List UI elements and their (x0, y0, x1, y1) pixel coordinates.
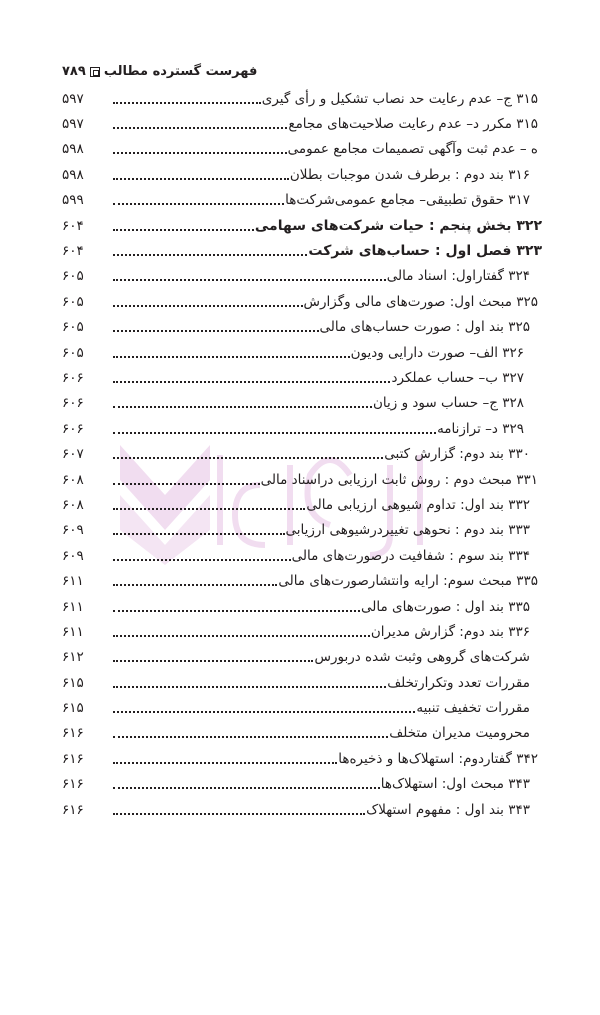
dot-leader (113, 316, 319, 332)
dot-leader (113, 621, 370, 637)
toc-entry-title: ۳۴۳ بند اول : مفهوم استهلاک (366, 801, 530, 818)
toc-entry[interactable] (62, 315, 542, 340)
toc-entry[interactable] (62, 137, 542, 162)
toc-entry-title: ۳۴۲ گفتاردوم: استهلاک‌ها و ذخیره‌ها (338, 750, 538, 767)
dot-leader (113, 113, 287, 129)
toc-entry-page: ۶۰۵ (62, 293, 84, 310)
toc-entry[interactable] (62, 111, 542, 136)
toc-entry-page: ۶۱۶ (62, 801, 84, 818)
toc-entry-page: ۶۰۸ (62, 471, 84, 488)
toc-entry[interactable] (62, 492, 542, 517)
toc-entry[interactable] (62, 162, 542, 187)
toc-entry-page: ۶۰۷ (62, 446, 84, 463)
dot-leader (113, 418, 436, 434)
toc-entry-title: ۳۲۵ بند اول : صورت حساب‌های مالی (319, 319, 530, 336)
dot-leader (113, 494, 305, 510)
toc-entry-title: ۳۳۲ بند اول: تداوم شیوهی ارزیابی مالی (306, 496, 530, 513)
dot-leader (113, 748, 337, 764)
toc-entry-page: ۶۰۶ (62, 369, 84, 386)
toc-entry[interactable] (62, 695, 542, 720)
dot-leader (113, 291, 303, 307)
toc-entry-title: ۳۱۵ مکرر د– عدم رعایت صلاحیت‌های مجامع (288, 116, 538, 133)
dot-leader (113, 215, 254, 231)
page-header (62, 64, 257, 79)
toc-entry[interactable] (62, 365, 542, 390)
toc-entry-title: ۳۲۲ بخش پنجم : حیات شرکت‌های سهامی (254, 217, 542, 234)
toc-entry[interactable] (62, 645, 542, 670)
dot-leader (113, 722, 388, 738)
toc-entry-page: ۶۰۵ (62, 268, 84, 285)
toc-entry-title: محرومیت مدیران متخلف (389, 725, 530, 742)
dot-leader (113, 570, 277, 586)
toc-entry-page: ۵۹۷ (62, 116, 84, 133)
dot-leader (113, 138, 287, 154)
toc-entry-page: ۶۰۴ (62, 217, 84, 234)
toc-entry[interactable] (62, 543, 542, 568)
toc-entry-page: ۶۰۵ (62, 319, 84, 336)
toc-entry[interactable] (62, 772, 542, 797)
dot-leader (113, 342, 350, 358)
toc-entry-title: شرکت‌های گروهی وثبت شده دربورس (314, 649, 530, 666)
toc-entry-title: ۳۳۴ بند سوم : شفافیت درصورت‌های مالی (291, 547, 530, 564)
toc-entry[interactable] (62, 340, 542, 365)
toc-entry-page: ۶۱۶ (62, 776, 84, 793)
toc-entry-page: ۵۹۸ (62, 141, 84, 158)
toc-entry-title: ۳۲۷ ب– حساب عملکرد (391, 369, 524, 386)
running-title: فهرست گسترده مطالب (103, 64, 258, 79)
toc-entry-page: ۶۰۶ (62, 420, 84, 437)
toc-entry-title: ۳۲۶ الف– صورت دارایی ودیون (350, 344, 524, 361)
toc-entry[interactable] (62, 213, 542, 238)
toc-entry-title: ۳۴۳ مبحث اول: استهلاک‌ها (380, 776, 530, 793)
dot-leader (113, 265, 386, 281)
toc-entry[interactable] (62, 238, 542, 263)
toc-entry-page: ۶۰۹ (62, 547, 84, 564)
toc-entry-title: ه – عدم ثبت وآگهی تصمیمات مجامع عمومی (287, 141, 538, 158)
toc-entry-page: ۶۱۶ (62, 725, 84, 742)
toc-entry[interactable] (62, 746, 542, 771)
toc-entry-page: ۵۹۹ (62, 192, 84, 209)
toc-entry[interactable] (62, 188, 542, 213)
dot-leader (113, 88, 261, 104)
dot-leader (113, 519, 285, 535)
toc-entry-title: مقررات تعدد وتکرارتخلف (387, 674, 530, 691)
toc-entry[interactable] (62, 86, 542, 111)
dot-leader (113, 469, 260, 485)
toc-entry[interactable] (62, 619, 542, 644)
toc-entry-page: ۶۱۵ (62, 674, 84, 691)
toc-entry[interactable] (62, 670, 542, 695)
toc-entry-page: ۶۱۵ (62, 700, 84, 717)
toc-entry-title: ۳۲۹ د– ترازنامه (437, 420, 524, 437)
toc-entry-title: ۳۳۱ مبحث دوم : روش ثابت ارزیابی دراسناد مالی (260, 471, 538, 488)
dot-leader (113, 646, 313, 662)
toc-entry[interactable] (62, 441, 542, 466)
dot-leader (113, 596, 360, 612)
page-number: ۷۸۹ (62, 64, 86, 79)
toc-entry-title: ۳۱۵ ج– عدم رعایت حد نصاب تشکیل و رأی گیری (261, 90, 538, 107)
toc-entry[interactable] (62, 264, 542, 289)
toc-entry-title: ۳۲۸ ج– حساب سود و زیان (372, 395, 524, 412)
toc-entry[interactable] (62, 568, 542, 593)
toc-entry-page: ۶۱۱ (62, 598, 84, 615)
toc-entry-page: ۶۱۶ (62, 750, 84, 767)
toc-entry[interactable] (62, 467, 542, 492)
toc-entry-page: ۵۹۸ (62, 166, 84, 183)
dot-leader (113, 545, 291, 561)
toc-entry-page: ۵۹۷ (62, 90, 84, 107)
toc-entry[interactable] (62, 289, 542, 314)
toc-entry[interactable] (62, 391, 542, 416)
toc-entry[interactable] (62, 721, 542, 746)
toc-entry-title: ۳۳۰ بند دوم: گزارش کتبی (384, 446, 530, 463)
toc-entry[interactable] (62, 594, 542, 619)
toc-entry-title: ۳۱۷ حقوق تطبیقی– مجامع عمومی‌شرکت‌ها (285, 192, 530, 209)
dot-leader (113, 773, 380, 789)
toc-entry-page: ۶۱۱ (62, 573, 84, 590)
toc-entry-page: ۶۰۶ (62, 395, 84, 412)
toc-entry-page: ۶۰۵ (62, 344, 84, 361)
toc-entry-page: ۶۰۹ (62, 522, 84, 539)
dot-leader (113, 367, 390, 383)
toc-entry-title: ۳۳۶ بند دوم: گزارش مدیران (370, 623, 530, 640)
toc-entry-title: ۳۲۴ گفتاراول: اسناد مالی (386, 268, 530, 285)
dot-leader (113, 799, 365, 815)
toc-entry-page: ۶۰۸ (62, 496, 84, 513)
dot-leader (113, 240, 307, 256)
toc-entry-page: ۶۱۱ (62, 623, 84, 640)
toc-entry-title: ۳۳۵ بند اول : صورت‌های مالی (361, 598, 530, 615)
dot-leader (113, 392, 372, 408)
toc-entry-title: ۳۲۳ فصل اول : حساب‌های شرکت (308, 243, 542, 260)
toc-entry[interactable] (62, 416, 542, 441)
table-of-contents (62, 86, 542, 822)
toc-entry-title: ۳۳۳ بند دوم : نحوهی تغییردرشیوهی ارزیابی (285, 522, 530, 539)
dot-leader (113, 697, 415, 713)
toc-entry[interactable] (62, 518, 542, 543)
dot-leader (113, 672, 386, 688)
dot-leader (113, 164, 289, 180)
framed-square-icon (90, 67, 100, 77)
toc-entry-title: ۳۲۵ مبحث اول: صورت‌های مالی وگزارش (303, 293, 538, 310)
toc-entry-page: ۶۰۴ (62, 243, 84, 260)
toc-entry-title: مقررات تخفیف تنبیه (416, 700, 530, 717)
toc-entry-page: ۶۱۲ (62, 649, 84, 666)
toc-entry-title: ۳۳۵ مبحث سوم: ارایه وانتشارصورت‌های مالی (278, 573, 538, 590)
toc-entry-title: ۳۱۶ بند دوم : برطرف شدن موجبات بطلان (289, 166, 530, 183)
toc-entry[interactable] (62, 797, 542, 822)
dot-leader (113, 443, 383, 459)
dot-leader (113, 189, 284, 205)
